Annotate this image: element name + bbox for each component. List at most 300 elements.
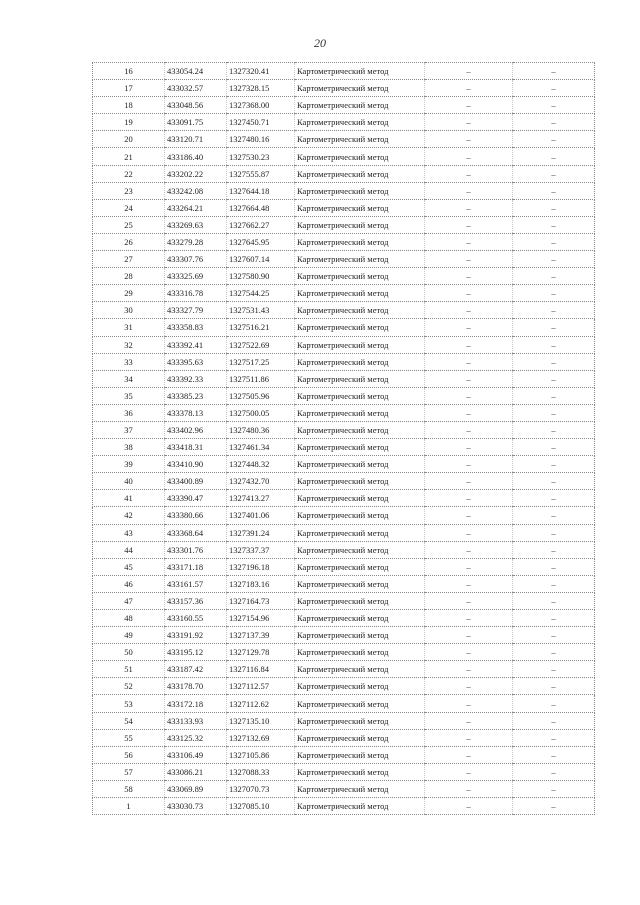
description-cell: – [513, 627, 595, 644]
point-number-cell: 36 [93, 404, 165, 421]
description-cell: – [513, 302, 595, 319]
description-cell: – [513, 524, 595, 541]
table-row [93, 233, 595, 250]
y-coordinate-cell: 1327070.73 [227, 780, 295, 797]
table-row [93, 575, 595, 592]
point-number-cell: 25 [93, 216, 165, 233]
y-coordinate-cell: 1327135.10 [227, 712, 295, 729]
x-coordinate-cell: 433392.41 [165, 336, 227, 353]
method-cell: Картометрический метод [295, 387, 425, 404]
table-row [93, 199, 595, 216]
description-cell: – [513, 114, 595, 131]
point-number-cell: 18 [93, 97, 165, 114]
precision-cell: – [425, 131, 513, 148]
description-cell: – [513, 661, 595, 678]
point-number-cell: 21 [93, 148, 165, 165]
description-cell: – [513, 712, 595, 729]
y-coordinate-cell: 1327112.57 [227, 678, 295, 695]
point-number-cell: 19 [93, 114, 165, 131]
table-row [93, 404, 595, 421]
precision-cell: – [425, 695, 513, 712]
table-row [93, 524, 595, 541]
y-coordinate-cell: 1327196.18 [227, 558, 295, 575]
description-cell: – [513, 575, 595, 592]
y-coordinate-cell: 1327607.14 [227, 251, 295, 268]
description-cell: – [513, 439, 595, 456]
description-cell: – [513, 336, 595, 353]
description-cell: – [513, 456, 595, 473]
method-cell: Картометрический метод [295, 627, 425, 644]
description-cell: – [513, 97, 595, 114]
description-cell: – [513, 507, 595, 524]
description-cell: – [513, 592, 595, 609]
x-coordinate-cell: 433054.24 [165, 63, 227, 80]
y-coordinate-cell: 1327511.86 [227, 370, 295, 387]
x-coordinate-cell: 433368.64 [165, 524, 227, 541]
point-number-cell: 52 [93, 678, 165, 695]
method-cell: Картометрический метод [295, 336, 425, 353]
precision-cell: – [425, 336, 513, 353]
description-cell: – [513, 610, 595, 627]
precision-cell: – [425, 729, 513, 746]
precision-cell: – [425, 524, 513, 541]
precision-cell: – [425, 780, 513, 797]
precision-cell: – [425, 421, 513, 438]
description-cell: – [513, 644, 595, 661]
point-number-cell: 51 [93, 661, 165, 678]
precision-cell: – [425, 97, 513, 114]
y-coordinate-cell: 1327391.24 [227, 524, 295, 541]
method-cell: Картометрический метод [295, 456, 425, 473]
point-number-cell: 37 [93, 421, 165, 438]
precision-cell: – [425, 370, 513, 387]
method-cell: Картометрический метод [295, 268, 425, 285]
method-cell: Картометрический метод [295, 285, 425, 302]
description-cell: – [513, 473, 595, 490]
x-coordinate-cell: 433400.89 [165, 473, 227, 490]
y-coordinate-cell: 1327368.00 [227, 97, 295, 114]
x-coordinate-cell: 433269.63 [165, 216, 227, 233]
precision-cell: – [425, 798, 513, 815]
point-number-cell: 24 [93, 199, 165, 216]
table-row [93, 251, 595, 268]
table-row [93, 421, 595, 438]
table-row [93, 507, 595, 524]
point-number-cell: 43 [93, 524, 165, 541]
point-number-cell: 23 [93, 182, 165, 199]
method-cell: Картометрический метод [295, 182, 425, 199]
point-number-cell: 54 [93, 712, 165, 729]
description-cell: – [513, 763, 595, 780]
precision-cell: – [425, 199, 513, 216]
precision-cell: – [425, 285, 513, 302]
table-row [93, 644, 595, 661]
method-cell: Картометрический метод [295, 302, 425, 319]
description-cell: – [513, 695, 595, 712]
point-number-cell: 26 [93, 233, 165, 250]
description-cell: – [513, 387, 595, 404]
y-coordinate-cell: 1327105.86 [227, 746, 295, 763]
x-coordinate-cell: 433385.23 [165, 387, 227, 404]
description-cell: – [513, 541, 595, 558]
description-cell: – [513, 678, 595, 695]
x-coordinate-cell: 433032.57 [165, 80, 227, 97]
precision-cell: – [425, 456, 513, 473]
precision-cell: – [425, 541, 513, 558]
x-coordinate-cell: 433086.21 [165, 763, 227, 780]
y-coordinate-cell: 1327328.15 [227, 80, 295, 97]
description-cell: – [513, 798, 595, 815]
precision-cell: – [425, 80, 513, 97]
x-coordinate-cell: 433125.32 [165, 729, 227, 746]
y-coordinate-cell: 1327500.05 [227, 404, 295, 421]
point-number-cell: 57 [93, 763, 165, 780]
x-coordinate-cell: 433301.76 [165, 541, 227, 558]
point-number-cell: 32 [93, 336, 165, 353]
method-cell: Картометрический метод [295, 97, 425, 114]
description-cell: – [513, 404, 595, 421]
precision-cell: – [425, 114, 513, 131]
table-row [93, 63, 595, 80]
x-coordinate-cell: 433195.12 [165, 644, 227, 661]
y-coordinate-cell: 1327516.21 [227, 319, 295, 336]
table-row [93, 695, 595, 712]
y-coordinate-cell: 1327337.37 [227, 541, 295, 558]
y-coordinate-cell: 1327164.73 [227, 592, 295, 609]
point-number-cell: 38 [93, 439, 165, 456]
table-row [93, 182, 595, 199]
precision-cell: – [425, 661, 513, 678]
precision-cell: – [425, 439, 513, 456]
table-row [93, 439, 595, 456]
table-row [93, 114, 595, 131]
method-cell: Картометрический метод [295, 353, 425, 370]
precision-cell: – [425, 558, 513, 575]
precision-cell: – [425, 763, 513, 780]
y-coordinate-cell: 1327580.90 [227, 268, 295, 285]
description-cell: – [513, 268, 595, 285]
method-cell: Картометрический метод [295, 421, 425, 438]
description-cell: – [513, 780, 595, 797]
x-coordinate-cell: 433133.93 [165, 712, 227, 729]
point-number-cell: 20 [93, 131, 165, 148]
y-coordinate-cell: 1327480.36 [227, 421, 295, 438]
precision-cell: – [425, 319, 513, 336]
method-cell: Картометрический метод [295, 507, 425, 524]
page-number: 20 [314, 36, 326, 50]
point-number-cell: 1 [93, 798, 165, 815]
method-cell: Картометрический метод [295, 165, 425, 182]
table-row [93, 678, 595, 695]
y-coordinate-cell: 1327320.41 [227, 63, 295, 80]
precision-cell: – [425, 507, 513, 524]
y-coordinate-cell: 1327116.84 [227, 661, 295, 678]
table-row [93, 336, 595, 353]
description-cell: – [513, 148, 595, 165]
description-cell: – [513, 216, 595, 233]
method-cell: Картометрический метод [295, 216, 425, 233]
y-coordinate-cell: 1327413.27 [227, 490, 295, 507]
y-coordinate-cell: 1327531.43 [227, 302, 295, 319]
point-number-cell: 46 [93, 575, 165, 592]
precision-cell: – [425, 746, 513, 763]
description-cell: – [513, 558, 595, 575]
x-coordinate-cell: 433395.63 [165, 353, 227, 370]
x-coordinate-cell: 433325.69 [165, 268, 227, 285]
precision-cell: – [425, 148, 513, 165]
precision-cell: – [425, 678, 513, 695]
y-coordinate-cell: 1327085.10 [227, 798, 295, 815]
precision-cell: – [425, 644, 513, 661]
point-number-cell: 28 [93, 268, 165, 285]
x-coordinate-cell: 433160.55 [165, 610, 227, 627]
point-number-cell: 53 [93, 695, 165, 712]
description-cell: – [513, 285, 595, 302]
method-cell: Картометрический метод [295, 695, 425, 712]
point-number-cell: 41 [93, 490, 165, 507]
y-coordinate-cell: 1327448.32 [227, 456, 295, 473]
table-row [93, 148, 595, 165]
precision-cell: – [425, 627, 513, 644]
method-cell: Картометрический метод [295, 199, 425, 216]
method-cell: Картометрический метод [295, 678, 425, 695]
y-coordinate-cell: 1327530.23 [227, 148, 295, 165]
y-coordinate-cell: 1327088.33 [227, 763, 295, 780]
table-row [93, 97, 595, 114]
x-coordinate-cell: 433106.49 [165, 746, 227, 763]
method-cell: Картометрический метод [295, 490, 425, 507]
method-cell: Картометрический метод [295, 575, 425, 592]
method-cell: Картометрический метод [295, 729, 425, 746]
point-number-cell: 42 [93, 507, 165, 524]
x-coordinate-cell: 433157.36 [165, 592, 227, 609]
description-cell: – [513, 370, 595, 387]
table-row [93, 541, 595, 558]
table-row [93, 780, 595, 797]
table-row [93, 353, 595, 370]
description-cell: – [513, 80, 595, 97]
y-coordinate-cell: 1327129.78 [227, 644, 295, 661]
precision-cell: – [425, 575, 513, 592]
description-cell: – [513, 746, 595, 763]
method-cell: Картометрический метод [295, 763, 425, 780]
precision-cell: – [425, 610, 513, 627]
x-coordinate-cell: 433161.57 [165, 575, 227, 592]
method-cell: Картометрический метод [295, 404, 425, 421]
x-coordinate-cell: 433186.40 [165, 148, 227, 165]
x-coordinate-cell: 433191.92 [165, 627, 227, 644]
table-row [93, 798, 595, 815]
y-coordinate-cell: 1327154.96 [227, 610, 295, 627]
method-cell: Картометрический метод [295, 114, 425, 131]
point-number-cell: 58 [93, 780, 165, 797]
table-row [93, 285, 595, 302]
table-row [93, 661, 595, 678]
method-cell: Картометрический метод [295, 473, 425, 490]
point-number-cell: 47 [93, 592, 165, 609]
x-coordinate-cell: 433242.08 [165, 182, 227, 199]
point-number-cell: 22 [93, 165, 165, 182]
description-cell: – [513, 421, 595, 438]
x-coordinate-cell: 433392.33 [165, 370, 227, 387]
method-cell: Картометрический метод [295, 251, 425, 268]
table-row [93, 302, 595, 319]
y-coordinate-cell: 1327644.18 [227, 182, 295, 199]
table-row [93, 456, 595, 473]
point-number-cell: 39 [93, 456, 165, 473]
y-coordinate-cell: 1327132.69 [227, 729, 295, 746]
y-coordinate-cell: 1327522.69 [227, 336, 295, 353]
point-number-cell: 40 [93, 473, 165, 490]
method-cell: Картометрический метод [295, 558, 425, 575]
method-cell: Картометрический метод [295, 780, 425, 797]
point-number-cell: 34 [93, 370, 165, 387]
x-coordinate-cell: 433316.78 [165, 285, 227, 302]
table-row [93, 131, 595, 148]
table-row [93, 610, 595, 627]
x-coordinate-cell: 433307.76 [165, 251, 227, 268]
x-coordinate-cell: 433402.96 [165, 421, 227, 438]
point-number-cell: 56 [93, 746, 165, 763]
x-coordinate-cell: 433202.22 [165, 165, 227, 182]
x-coordinate-cell: 433091.75 [165, 114, 227, 131]
table-row [93, 746, 595, 763]
point-number-cell: 31 [93, 319, 165, 336]
table-row [93, 165, 595, 182]
x-coordinate-cell: 433030.73 [165, 798, 227, 815]
x-coordinate-cell: 433358.83 [165, 319, 227, 336]
table-row [93, 370, 595, 387]
y-coordinate-cell: 1327432.70 [227, 473, 295, 490]
x-coordinate-cell: 433171.18 [165, 558, 227, 575]
table-row [93, 216, 595, 233]
y-coordinate-cell: 1327401.06 [227, 507, 295, 524]
point-number-cell: 16 [93, 63, 165, 80]
x-coordinate-cell: 433390.47 [165, 490, 227, 507]
table-row [93, 387, 595, 404]
description-cell: – [513, 199, 595, 216]
precision-cell: – [425, 592, 513, 609]
method-cell: Картометрический метод [295, 63, 425, 80]
y-coordinate-cell: 1327137.39 [227, 627, 295, 644]
method-cell: Картометрический метод [295, 746, 425, 763]
description-cell: – [513, 131, 595, 148]
y-coordinate-cell: 1327480.16 [227, 131, 295, 148]
y-coordinate-cell: 1327450.71 [227, 114, 295, 131]
point-number-cell: 17 [93, 80, 165, 97]
description-cell: – [513, 729, 595, 746]
precision-cell: – [425, 490, 513, 507]
table-row [93, 763, 595, 780]
x-coordinate-cell: 433327.79 [165, 302, 227, 319]
x-coordinate-cell: 433279.28 [165, 233, 227, 250]
description-cell: – [513, 319, 595, 336]
description-cell: – [513, 233, 595, 250]
method-cell: Картометрический метод [295, 712, 425, 729]
precision-cell: – [425, 251, 513, 268]
table-row [93, 319, 595, 336]
y-coordinate-cell: 1327183.16 [227, 575, 295, 592]
description-cell: – [513, 490, 595, 507]
point-number-cell: 48 [93, 610, 165, 627]
y-coordinate-cell: 1327544.25 [227, 285, 295, 302]
method-cell: Картометрический метод [295, 80, 425, 97]
table-row [93, 473, 595, 490]
point-number-cell: 35 [93, 387, 165, 404]
table-row [93, 558, 595, 575]
precision-cell: – [425, 404, 513, 421]
description-cell: – [513, 165, 595, 182]
description-cell: – [513, 182, 595, 199]
x-coordinate-cell: 433069.89 [165, 780, 227, 797]
precision-cell: – [425, 268, 513, 285]
precision-cell: – [425, 353, 513, 370]
y-coordinate-cell: 1327112.62 [227, 695, 295, 712]
x-coordinate-cell: 433264.21 [165, 199, 227, 216]
table-row [93, 268, 595, 285]
precision-cell: – [425, 182, 513, 199]
point-number-cell: 55 [93, 729, 165, 746]
y-coordinate-cell: 1327555.87 [227, 165, 295, 182]
table-row [93, 490, 595, 507]
point-number-cell: 29 [93, 285, 165, 302]
method-cell: Картометрический метод [295, 661, 425, 678]
y-coordinate-cell: 1327505.96 [227, 387, 295, 404]
point-number-cell: 45 [93, 558, 165, 575]
point-number-cell: 44 [93, 541, 165, 558]
method-cell: Картометрический метод [295, 798, 425, 815]
x-coordinate-cell: 433410.90 [165, 456, 227, 473]
description-cell: – [513, 63, 595, 80]
precision-cell: – [425, 302, 513, 319]
table-row [93, 729, 595, 746]
coordinates-table [92, 62, 595, 815]
x-coordinate-cell: 433172.18 [165, 695, 227, 712]
x-coordinate-cell: 433187.42 [165, 661, 227, 678]
method-cell: Картометрический метод [295, 644, 425, 661]
point-number-cell: 49 [93, 627, 165, 644]
point-number-cell: 33 [93, 353, 165, 370]
table-row [93, 712, 595, 729]
y-coordinate-cell: 1327664.48 [227, 199, 295, 216]
precision-cell: – [425, 233, 513, 250]
x-coordinate-cell: 433380.66 [165, 507, 227, 524]
method-cell: Картометрический метод [295, 233, 425, 250]
description-cell: – [513, 251, 595, 268]
method-cell: Картометрический метод [295, 610, 425, 627]
table-row [93, 80, 595, 97]
description-cell: – [513, 353, 595, 370]
precision-cell: – [425, 165, 513, 182]
point-number-cell: 27 [93, 251, 165, 268]
y-coordinate-cell: 1327662.27 [227, 216, 295, 233]
point-number-cell: 50 [93, 644, 165, 661]
point-number-cell: 30 [93, 302, 165, 319]
method-cell: Картометрический метод [295, 524, 425, 541]
coordinates-table-body [93, 63, 595, 815]
method-cell: Картометрический метод [295, 439, 425, 456]
x-coordinate-cell: 433378.13 [165, 404, 227, 421]
y-coordinate-cell: 1327517.25 [227, 353, 295, 370]
method-cell: Картометрический метод [295, 370, 425, 387]
precision-cell: – [425, 216, 513, 233]
precision-cell: – [425, 387, 513, 404]
method-cell: Картометрический метод [295, 592, 425, 609]
y-coordinate-cell: 1327645.95 [227, 233, 295, 250]
y-coordinate-cell: 1327461.34 [227, 439, 295, 456]
table-row [93, 592, 595, 609]
method-cell: Картометрический метод [295, 319, 425, 336]
